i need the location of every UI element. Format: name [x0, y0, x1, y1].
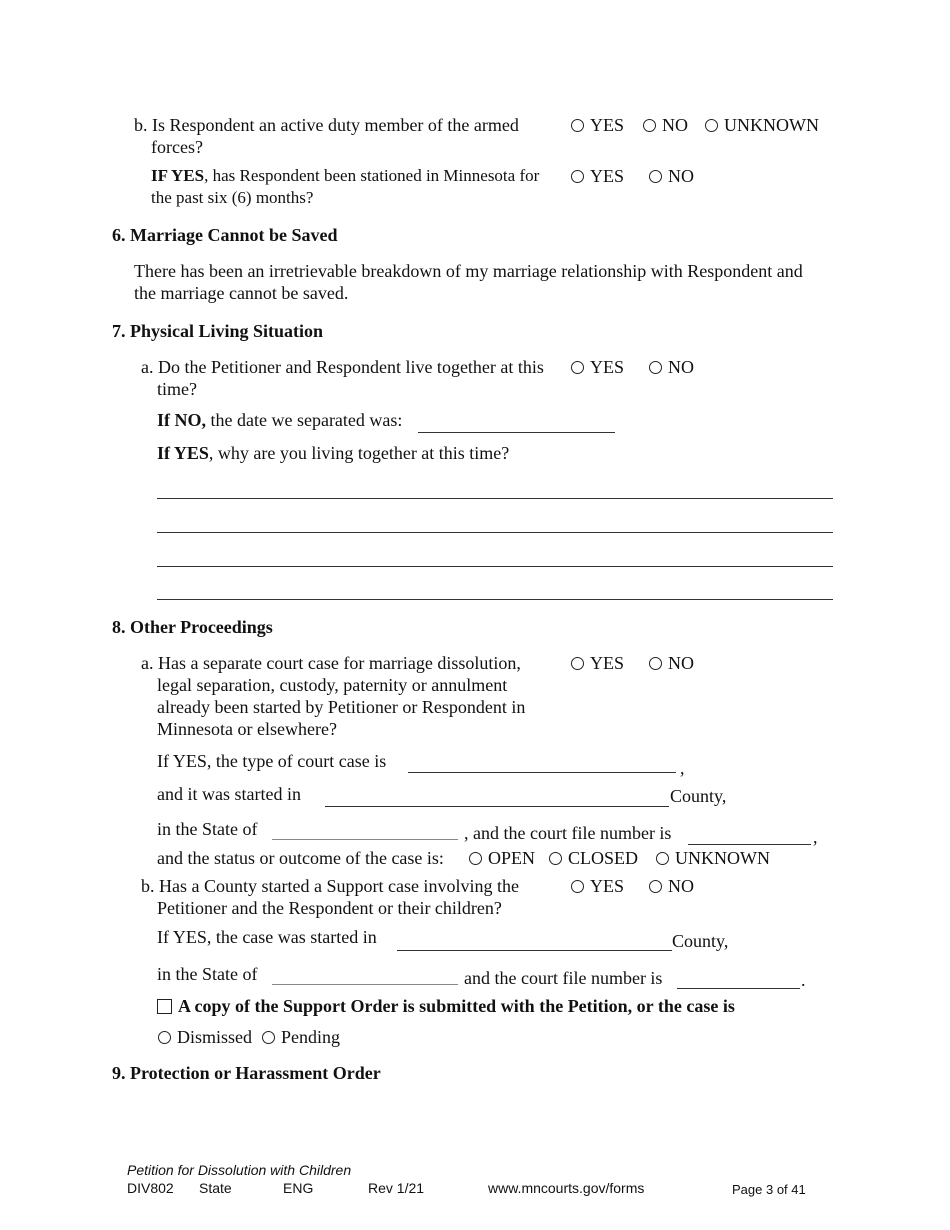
support-county-field[interactable]: [397, 950, 672, 951]
file-number-comma: ,: [813, 827, 818, 847]
q5b-stationed-no-option[interactable]: NO: [649, 165, 694, 187]
case-type-field[interactable]: [408, 772, 676, 773]
support-order-copy-row[interactable]: A copy of the Support Order is submitted with the Petition, or the case is: [157, 995, 735, 1017]
radio-icon[interactable]: [549, 852, 562, 865]
file-number-field[interactable]: [688, 844, 811, 845]
support-state-label: in the State of: [157, 964, 258, 984]
q8a-yes-option[interactable]: YES: [571, 652, 624, 674]
reason-line-3[interactable]: [157, 566, 833, 567]
q7a-yes-option[interactable]: YES: [571, 356, 624, 378]
radio-icon[interactable]: [643, 119, 656, 132]
support-started-in-label: If YES, the case was started in: [157, 927, 377, 947]
footer-form-title: Petition for Dissolution with Children: [127, 1162, 352, 1178]
q8b-no-option[interactable]: NO: [649, 875, 694, 897]
q8a-question: a. Has a separate court case for marriage dissolution, legal separation, custody, paternity or annulment already been started by Petitioner or Respondent in Minnesota or elsewhere?: [141, 653, 526, 739]
status-closed-option[interactable]: CLOSED: [549, 847, 638, 869]
support-county-label: County,: [672, 931, 729, 951]
case-pending-option[interactable]: Pending: [262, 1026, 340, 1048]
radio-icon[interactable]: [571, 657, 584, 670]
status-open-option[interactable]: OPEN: [469, 847, 535, 869]
section-8-title: 8. Other Proceedings: [112, 617, 273, 637]
footer-state: State: [199, 1180, 232, 1196]
radio-icon[interactable]: [571, 880, 584, 893]
radio-icon[interactable]: [656, 852, 669, 865]
county-label: County,: [670, 786, 727, 806]
section-7-title: 7. Physical Living Situation: [112, 321, 324, 341]
q5b-stationed-yes-option[interactable]: YES: [571, 165, 624, 187]
status-unknown-option[interactable]: UNKNOWN: [656, 847, 770, 869]
radio-icon[interactable]: [649, 170, 662, 183]
section-6-title: 6. Marriage Cannot be Saved: [112, 225, 338, 245]
q5b-line1: b. Is Respondent an active duty member of the armed: [134, 115, 519, 135]
started-in-label: and it was started in: [157, 784, 301, 804]
support-file-number-label: and the court file number is: [464, 968, 663, 988]
radio-icon[interactable]: [571, 119, 584, 132]
reason-line-1[interactable]: [157, 498, 833, 499]
section-9-title: 9. Protection or Harassment Order: [112, 1063, 381, 1083]
q8a-no-option[interactable]: NO: [649, 652, 694, 674]
q7a-no-option[interactable]: NO: [649, 356, 694, 378]
radio-icon[interactable]: [262, 1031, 275, 1044]
checkbox-icon[interactable]: [157, 999, 172, 1014]
q7a-question: a. Do the Petitioner and Respondent live together at this time?: [141, 357, 544, 399]
footer-revision: Rev 1/21: [368, 1180, 425, 1196]
q8b-question: b. Has a County started a Support case involving the Petitioner and the Respondent or their children?: [141, 876, 519, 918]
q7-if-yes-label: If YES, why are you living together at this time?: [157, 443, 510, 463]
case-type-comma: ,: [680, 758, 685, 778]
separation-date-field[interactable]: [418, 432, 615, 433]
q5b-if-yes-question: IF YES, has Respondent been stationed in Minnesota for the past six (6) months?: [151, 166, 540, 207]
q5b-line2: forces?: [151, 137, 203, 157]
radio-icon[interactable]: [649, 361, 662, 374]
radio-icon[interactable]: [571, 170, 584, 183]
radio-icon[interactable]: [649, 657, 662, 670]
footer-language: ENG: [283, 1180, 314, 1196]
county-field[interactable]: [325, 806, 669, 807]
status-label: and the status or outcome of the case is:: [157, 848, 444, 868]
case-dismissed-option[interactable]: Dismissed: [158, 1026, 252, 1048]
q5b-question: [134, 114, 519, 158]
q5b-unknown-option[interactable]: UNKNOWN: [705, 114, 819, 136]
reason-line-4[interactable]: [157, 599, 833, 600]
footer-form-code: DIV802: [127, 1180, 174, 1196]
radio-icon[interactable]: [649, 880, 662, 893]
state-field[interactable]: [272, 839, 458, 840]
q5b-no-option[interactable]: NO: [643, 114, 688, 136]
reason-line-2[interactable]: [157, 532, 833, 533]
footer-url[interactable]: www.mncourts.gov/forms: [488, 1180, 645, 1196]
radio-icon[interactable]: [705, 119, 718, 132]
section-6-text: There has been an irretrievable breakdown of my marriage relationship with Respondent and the marriage cannot be saved.: [134, 261, 803, 303]
file-number-label: , and the court file number is: [464, 823, 672, 843]
radio-icon[interactable]: [571, 361, 584, 374]
support-file-number-field[interactable]: [677, 988, 800, 989]
footer-page-number: Page 3 of 41: [732, 1182, 806, 1197]
state-label: in the State of: [157, 819, 258, 839]
q5b-yes-option[interactable]: YES: [571, 114, 624, 136]
radio-icon[interactable]: [158, 1031, 171, 1044]
q7-if-no-label: If NO, the date we separated was:: [157, 410, 403, 430]
support-state-field[interactable]: [272, 984, 458, 985]
support-file-number-period: .: [801, 970, 806, 990]
q8b-yes-option[interactable]: YES: [571, 875, 624, 897]
case-type-label: If YES, the type of court case is: [157, 751, 387, 771]
radio-icon[interactable]: [469, 852, 482, 865]
